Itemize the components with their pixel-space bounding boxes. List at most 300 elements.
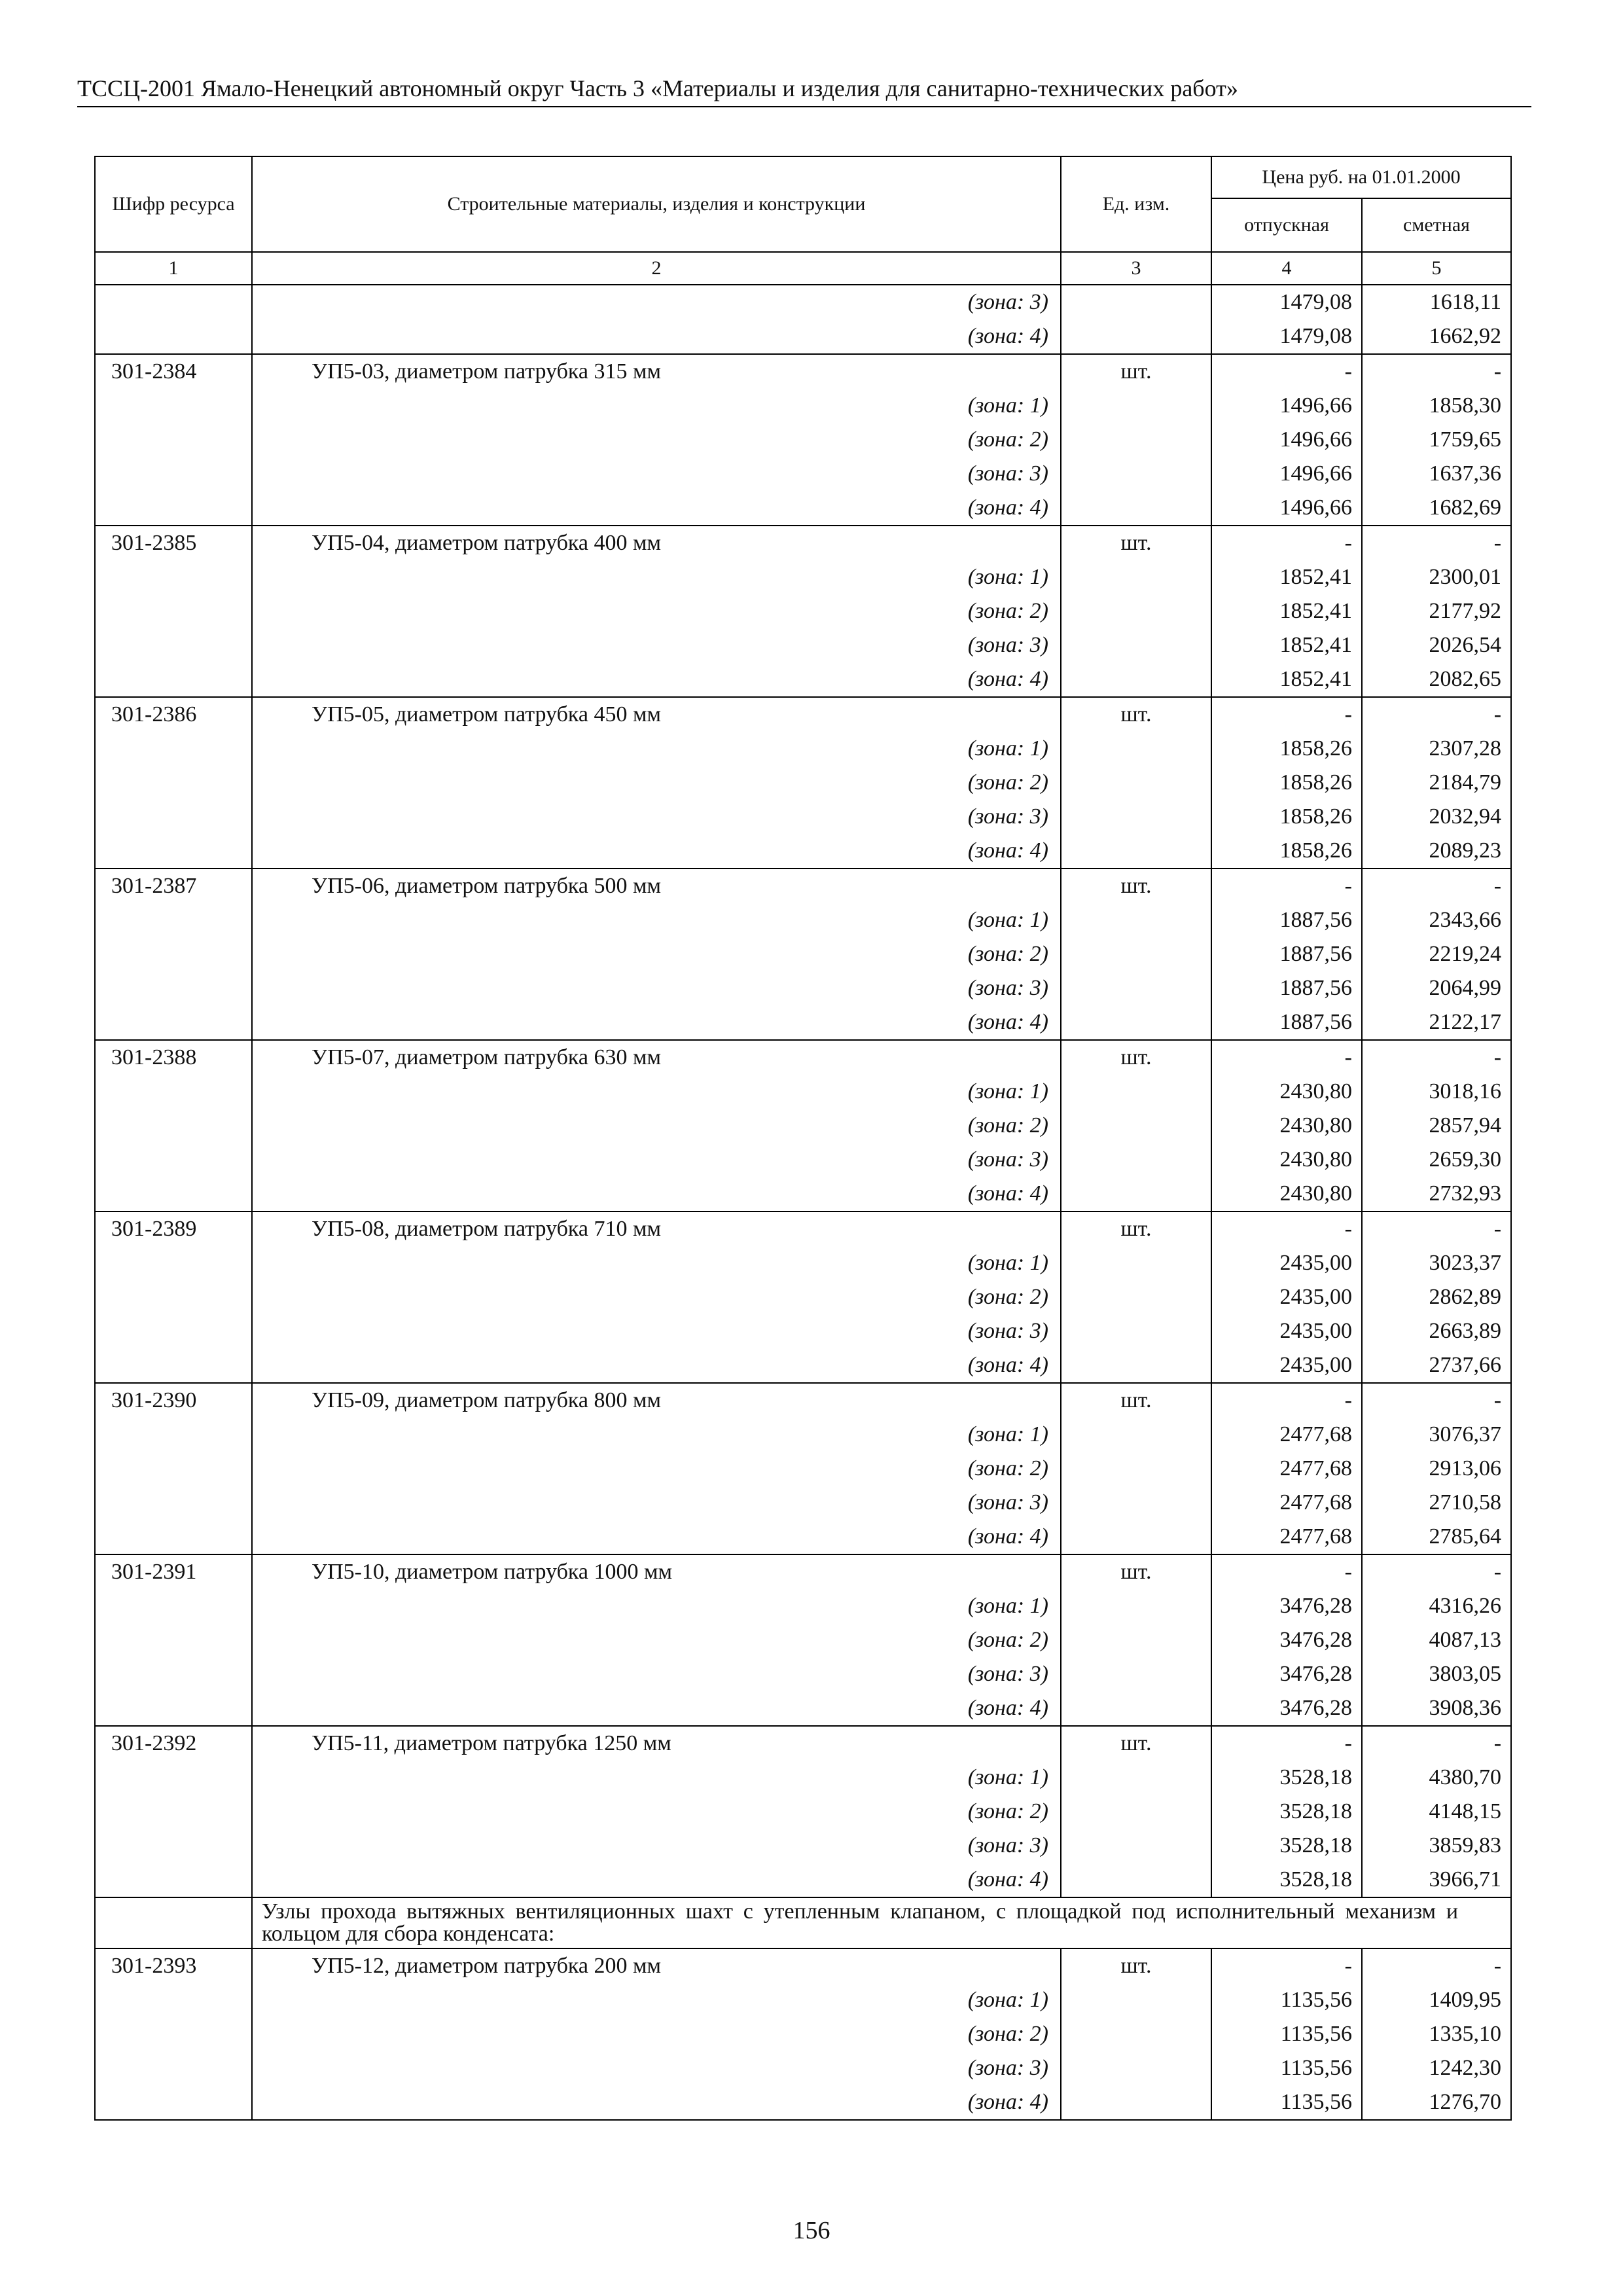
zone-label: (зона: 1) [252, 389, 1061, 423]
item-name: УП5-08, диаметром патрубка 710 мм [252, 1211, 1061, 1246]
release-price: 3528,18 [1211, 1863, 1362, 1897]
zone-row [95, 1143, 1511, 1177]
unit-cell [1061, 1829, 1211, 1863]
item-name: УП5-04, диаметром патрубка 400 мм [252, 526, 1061, 560]
zone-label: (зона: 4) [252, 491, 1061, 526]
unit-cell [1061, 457, 1211, 491]
zone-label: (зона: 1) [252, 1075, 1061, 1109]
estimate-price: 1759,65 [1362, 423, 1511, 457]
unit-cell [1061, 903, 1211, 937]
zone-row [95, 1109, 1511, 1143]
code-cell [95, 560, 252, 594]
estimate-price: 2122,17 [1362, 1005, 1511, 1040]
unit-cell [1061, 1520, 1211, 1554]
unit-cell [1061, 560, 1211, 594]
zone-row [95, 1691, 1511, 1726]
estimate-price: 2862,89 [1362, 1280, 1511, 1314]
code-cell [95, 2085, 252, 2120]
estimate-price: 1618,11 [1362, 285, 1511, 319]
item-row [95, 1211, 1511, 1246]
estimate-price: - [1362, 1211, 1511, 1246]
zone-row [95, 1623, 1511, 1657]
estimate-price: 2659,30 [1362, 1143, 1511, 1177]
code-cell [95, 594, 252, 628]
zone-label: (зона: 4) [252, 662, 1061, 697]
release-price: 1887,56 [1211, 903, 1362, 937]
estimate-price: 1682,69 [1362, 491, 1511, 526]
release-price: - [1211, 354, 1362, 389]
zone-label: (зона: 2) [252, 1280, 1061, 1314]
unit-cell [1061, 1246, 1211, 1280]
code-cell [95, 1897, 252, 1948]
unit-cell [1061, 319, 1211, 354]
header-unit: Ед. изм. [1061, 156, 1211, 252]
code-cell [95, 628, 252, 662]
zone-label: (зона: 2) [252, 423, 1061, 457]
item-row [95, 1554, 1511, 1589]
unit-cell [1061, 2051, 1211, 2085]
code-cell [95, 1418, 252, 1452]
zone-row [95, 319, 1511, 354]
item-row [95, 869, 1511, 903]
estimate-price: - [1362, 526, 1511, 560]
zone-label: (зона: 3) [252, 971, 1061, 1005]
item-name: УП5-06, диаметром патрубка 500 мм [252, 869, 1061, 903]
section-note: Узлы прохода вытяжных вентиляционных шахт с утепленным клапаном, с площадкой под исполнительный механизм и кольцом для сбора конденсата: [252, 1897, 1511, 1948]
estimate-price: 2710,58 [1362, 1486, 1511, 1520]
code-cell [95, 1280, 252, 1314]
estimate-price: 3859,83 [1362, 1829, 1511, 1863]
zone-label: (зона: 3) [252, 2051, 1061, 2085]
release-price: 1858,26 [1211, 800, 1362, 834]
zone-label: (зона: 2) [252, 2017, 1061, 2051]
release-price: 1496,66 [1211, 389, 1362, 423]
release-price: 1496,66 [1211, 457, 1362, 491]
column-number: 3 [1061, 252, 1211, 285]
code-cell [95, 285, 252, 319]
release-price: 1852,41 [1211, 662, 1362, 697]
unit-cell [1061, 594, 1211, 628]
item-name: УП5-07, диаметром патрубка 630 мм [252, 1040, 1061, 1075]
table-body [95, 285, 1511, 2120]
estimate-price: - [1362, 1383, 1511, 1418]
zone-row [95, 1418, 1511, 1452]
estimate-price: 3803,05 [1362, 1657, 1511, 1691]
code-cell [95, 1623, 252, 1657]
release-price: - [1211, 869, 1362, 903]
unit-cell [1061, 1177, 1211, 1211]
zone-row [95, 766, 1511, 800]
code-cell [95, 1075, 252, 1109]
release-price: 1479,08 [1211, 285, 1362, 319]
zone-row [95, 732, 1511, 766]
column-number: 5 [1362, 252, 1511, 285]
unit-cell [1061, 389, 1211, 423]
release-price: 3476,28 [1211, 1623, 1362, 1657]
unit-cell: шт. [1061, 1040, 1211, 1075]
unit-cell [1061, 971, 1211, 1005]
unit-cell [1061, 662, 1211, 697]
zone-label: (зона: 3) [252, 1143, 1061, 1177]
release-price: 3528,18 [1211, 1795, 1362, 1829]
item-row [95, 526, 1511, 560]
code-cell [95, 1005, 252, 1040]
code-cell [95, 1246, 252, 1280]
estimate-price: 1242,30 [1362, 2051, 1511, 2085]
estimate-price: 2089,23 [1362, 834, 1511, 869]
section-note-row [95, 1897, 1511, 1948]
release-price: 2477,68 [1211, 1418, 1362, 1452]
zone-row [95, 1486, 1511, 1520]
estimate-price: 3076,37 [1362, 1418, 1511, 1452]
unit-cell [1061, 285, 1211, 319]
code-cell [95, 1109, 252, 1143]
unit-cell [1061, 937, 1211, 971]
code-cell [95, 2051, 252, 2085]
resource-code: 301-2389 [95, 1211, 252, 1246]
code-cell [95, 1452, 252, 1486]
release-price: 3476,28 [1211, 1589, 1362, 1623]
release-price: 1496,66 [1211, 423, 1362, 457]
zone-label: (зона: 3) [252, 628, 1061, 662]
code-cell [95, 491, 252, 526]
code-cell [95, 1863, 252, 1897]
zone-row [95, 1589, 1511, 1623]
item-row [95, 1040, 1511, 1075]
unit-cell [1061, 1795, 1211, 1829]
estimate-price: 2737,66 [1362, 1348, 1511, 1383]
zone-label: (зона: 4) [252, 1348, 1061, 1383]
release-price: 3476,28 [1211, 1657, 1362, 1691]
unit-cell [1061, 1983, 1211, 2017]
unit-cell: шт. [1061, 1726, 1211, 1761]
unit-cell [1061, 1657, 1211, 1691]
estimate-price: 2177,92 [1362, 594, 1511, 628]
unit-cell [1061, 1109, 1211, 1143]
estimate-price: 2026,54 [1362, 628, 1511, 662]
zone-row [95, 1177, 1511, 1211]
estimate-price: 2343,66 [1362, 903, 1511, 937]
zone-label: (зона: 1) [252, 560, 1061, 594]
estimate-price: - [1362, 697, 1511, 732]
resource-code: 301-2392 [95, 1726, 252, 1761]
zone-label: (зона: 4) [252, 2085, 1061, 2120]
zone-label: (зона: 1) [252, 1246, 1061, 1280]
resource-code: 301-2391 [95, 1554, 252, 1589]
estimate-price: 1637,36 [1362, 457, 1511, 491]
zone-row [95, 662, 1511, 697]
zone-row [95, 2051, 1511, 2085]
zone-row [95, 1520, 1511, 1554]
code-cell [95, 2017, 252, 2051]
unit-cell [1061, 491, 1211, 526]
estimate-price: 3908,36 [1362, 1691, 1511, 1726]
release-price: 1135,56 [1211, 1983, 1362, 2017]
unit-cell [1061, 1452, 1211, 1486]
code-cell [95, 319, 252, 354]
unit-cell [1061, 1691, 1211, 1726]
zone-label: (зона: 3) [252, 1314, 1061, 1348]
zone-label: (зона: 1) [252, 903, 1061, 937]
zone-row [95, 800, 1511, 834]
unit-cell [1061, 423, 1211, 457]
release-price: 1852,41 [1211, 628, 1362, 662]
zone-row [95, 389, 1511, 423]
zone-label: (зона: 2) [252, 766, 1061, 800]
unit-cell [1061, 1280, 1211, 1314]
zone-row [95, 937, 1511, 971]
estimate-price: 3966,71 [1362, 1863, 1511, 1897]
resource-code: 301-2388 [95, 1040, 252, 1075]
unit-cell [1061, 1348, 1211, 1383]
zone-row [95, 423, 1511, 457]
zone-label: (зона: 1) [252, 1983, 1061, 2017]
unit-cell: шт. [1061, 1948, 1211, 1983]
code-cell [95, 800, 252, 834]
estimate-price: 1858,30 [1362, 389, 1511, 423]
item-row [95, 1726, 1511, 1761]
zone-label: (зона: 3) [252, 800, 1061, 834]
item-name: УП5-12, диаметром патрубка 200 мм [252, 1948, 1061, 1983]
unit-cell [1061, 1005, 1211, 1040]
zone-label: (зона: 4) [252, 1005, 1061, 1040]
zone-row [95, 594, 1511, 628]
release-price: 1887,56 [1211, 971, 1362, 1005]
zone-row [95, 1005, 1511, 1040]
zone-label: (зона: 4) [252, 1177, 1061, 1211]
release-price: 2430,80 [1211, 1143, 1362, 1177]
estimate-price: - [1362, 1554, 1511, 1589]
estimate-price: 4087,13 [1362, 1623, 1511, 1657]
unit-cell [1061, 2085, 1211, 2120]
zone-row [95, 1246, 1511, 1280]
item-row [95, 354, 1511, 389]
estimate-price: 2300,01 [1362, 560, 1511, 594]
zone-label: (зона: 2) [252, 594, 1061, 628]
release-price: - [1211, 1040, 1362, 1075]
code-cell [95, 1348, 252, 1383]
release-price: 1852,41 [1211, 560, 1362, 594]
resource-code: 301-2386 [95, 697, 252, 732]
code-cell [95, 1314, 252, 1348]
estimate-price: 2219,24 [1362, 937, 1511, 971]
estimate-price: 4380,70 [1362, 1761, 1511, 1795]
unit-cell: шт. [1061, 1211, 1211, 1246]
zone-row [95, 1452, 1511, 1486]
zone-label: (зона: 3) [252, 1829, 1061, 1863]
release-price: - [1211, 697, 1362, 732]
unit-cell [1061, 1761, 1211, 1795]
zone-label: (зона: 2) [252, 1795, 1061, 1829]
resource-code: 301-2384 [95, 354, 252, 389]
code-cell [95, 1795, 252, 1829]
zone-row [95, 457, 1511, 491]
code-cell [95, 1520, 252, 1554]
release-price: 1858,26 [1211, 732, 1362, 766]
estimate-price: 2184,79 [1362, 766, 1511, 800]
zone-label: (зона: 4) [252, 1863, 1061, 1897]
release-price: 2430,80 [1211, 1109, 1362, 1143]
table-head [95, 156, 1511, 285]
zone-row [95, 1795, 1511, 1829]
zone-label: (зона: 3) [252, 457, 1061, 491]
unit-cell: шт. [1061, 1383, 1211, 1418]
unit-cell [1061, 800, 1211, 834]
zone-row [95, 1314, 1511, 1348]
release-price: - [1211, 1554, 1362, 1589]
unit-cell [1061, 1075, 1211, 1109]
code-cell [95, 834, 252, 869]
zone-label: (зона: 2) [252, 937, 1061, 971]
release-price: 3528,18 [1211, 1829, 1362, 1863]
item-name: УП5-05, диаметром патрубка 450 мм [252, 697, 1061, 732]
unit-cell [1061, 1314, 1211, 1348]
resource-code: 301-2385 [95, 526, 252, 560]
zone-row [95, 628, 1511, 662]
release-price: 2435,00 [1211, 1348, 1362, 1383]
release-price: 1479,08 [1211, 319, 1362, 354]
resource-code: 301-2387 [95, 869, 252, 903]
release-price: 1135,56 [1211, 2051, 1362, 2085]
estimate-price: 2663,89 [1362, 1314, 1511, 1348]
unit-cell [1061, 1589, 1211, 1623]
zone-row [95, 1761, 1511, 1795]
header-code: Шифр ресурса [95, 156, 252, 252]
release-price: 1135,56 [1211, 2085, 1362, 2120]
code-cell [95, 971, 252, 1005]
code-cell [95, 457, 252, 491]
unit-cell [1061, 834, 1211, 869]
estimate-price: - [1362, 1040, 1511, 1075]
release-price: 1135,56 [1211, 2017, 1362, 2051]
release-price: 2435,00 [1211, 1280, 1362, 1314]
resource-code: 301-2393 [95, 1948, 252, 1983]
item-row [95, 1383, 1511, 1418]
zone-row [95, 1348, 1511, 1383]
estimate-price: 2032,94 [1362, 800, 1511, 834]
zone-label: (зона: 1) [252, 1589, 1061, 1623]
release-price: - [1211, 1211, 1362, 1246]
zone-row [95, 1075, 1511, 1109]
estimate-price: 4148,15 [1362, 1795, 1511, 1829]
release-price: - [1211, 1726, 1362, 1761]
release-price: 1858,26 [1211, 766, 1362, 800]
column-number: 2 [252, 252, 1061, 285]
release-price: - [1211, 1948, 1362, 1983]
release-price: 1858,26 [1211, 834, 1362, 869]
release-price: 2430,80 [1211, 1177, 1362, 1211]
zone-label: (зона: 4) [252, 1691, 1061, 1726]
code-cell [95, 1691, 252, 1726]
code-cell [95, 1589, 252, 1623]
estimate-price: 3023,37 [1362, 1246, 1511, 1280]
unit-cell [1061, 732, 1211, 766]
zone-label: (зона: 4) [252, 1520, 1061, 1554]
unit-cell: шт. [1061, 1554, 1211, 1589]
zone-label: (зона: 3) [252, 285, 1061, 319]
column-number: 4 [1211, 252, 1362, 285]
estimate-price: 1662,92 [1362, 319, 1511, 354]
unit-cell [1061, 1863, 1211, 1897]
unit-cell [1061, 1623, 1211, 1657]
release-price: 2477,68 [1211, 1452, 1362, 1486]
unit-cell: шт. [1061, 697, 1211, 732]
zone-label: (зона: 2) [252, 1623, 1061, 1657]
estimate-price: - [1362, 1948, 1511, 1983]
unit-cell [1061, 766, 1211, 800]
estimate-price: 2732,93 [1362, 1177, 1511, 1211]
header-release-price: отпускная [1211, 198, 1362, 252]
zone-row [95, 2085, 1511, 2120]
zone-row [95, 1983, 1511, 2017]
code-cell [95, 1983, 252, 2017]
zone-row [95, 560, 1511, 594]
release-price: 1852,41 [1211, 594, 1362, 628]
unit-cell [1061, 1418, 1211, 1452]
code-cell [95, 903, 252, 937]
release-price: 2430,80 [1211, 1075, 1362, 1109]
release-price: 3528,18 [1211, 1761, 1362, 1795]
item-name: УП5-09, диаметром патрубка 800 мм [252, 1383, 1061, 1418]
column-number: 1 [95, 252, 252, 285]
page-number: 156 [793, 2217, 830, 2244]
zone-row [95, 1829, 1511, 1863]
header-name: Строительные материалы, изделия и конструкции [252, 156, 1061, 252]
zone-label: (зона: 3) [252, 1486, 1061, 1520]
zone-row [95, 285, 1511, 319]
zone-label: (зона: 2) [252, 1109, 1061, 1143]
unit-cell [1061, 2017, 1211, 2051]
item-row [95, 697, 1511, 732]
estimate-price: 2307,28 [1362, 732, 1511, 766]
estimate-price: - [1362, 1726, 1511, 1761]
zone-row [95, 903, 1511, 937]
zone-row [95, 834, 1511, 869]
unit-cell [1061, 1486, 1211, 1520]
item-name: УП5-03, диаметром патрубка 315 мм [252, 354, 1061, 389]
estimate-price: 1335,10 [1362, 2017, 1511, 2051]
unit-cell: шт. [1061, 354, 1211, 389]
zone-row [95, 1863, 1511, 1897]
estimate-price: 3018,16 [1362, 1075, 1511, 1109]
estimate-price: 1276,70 [1362, 2085, 1511, 2120]
zone-label: (зона: 1) [252, 1761, 1061, 1795]
item-row [95, 1948, 1511, 1983]
code-cell [95, 1177, 252, 1211]
zone-row [95, 1280, 1511, 1314]
code-cell [95, 389, 252, 423]
unit-cell: шт. [1061, 526, 1211, 560]
code-cell [95, 1486, 252, 1520]
estimate-price: 4316,26 [1362, 1589, 1511, 1623]
unit-cell [1061, 628, 1211, 662]
item-name: УП5-10, диаметром патрубка 1000 мм [252, 1554, 1061, 1589]
zone-row [95, 1657, 1511, 1691]
document-header: ТССЦ-2001 Ямало-Ненецкий автономный округ Часть 3 «Материалы и изделия для санитарно-технических работ» [77, 73, 1531, 107]
zone-label: (зона: 1) [252, 732, 1061, 766]
item-name: УП5-11, диаметром патрубка 1250 мм [252, 1726, 1061, 1761]
release-price: 2435,00 [1211, 1246, 1362, 1280]
release-price: 1496,66 [1211, 491, 1362, 526]
zone-row [95, 2017, 1511, 2051]
release-price: 1887,56 [1211, 937, 1362, 971]
code-cell [95, 1143, 252, 1177]
zone-label: (зона: 3) [252, 1657, 1061, 1691]
code-cell [95, 1829, 252, 1863]
release-price: - [1211, 1383, 1362, 1418]
release-price: 2435,00 [1211, 1314, 1362, 1348]
release-price: - [1211, 526, 1362, 560]
